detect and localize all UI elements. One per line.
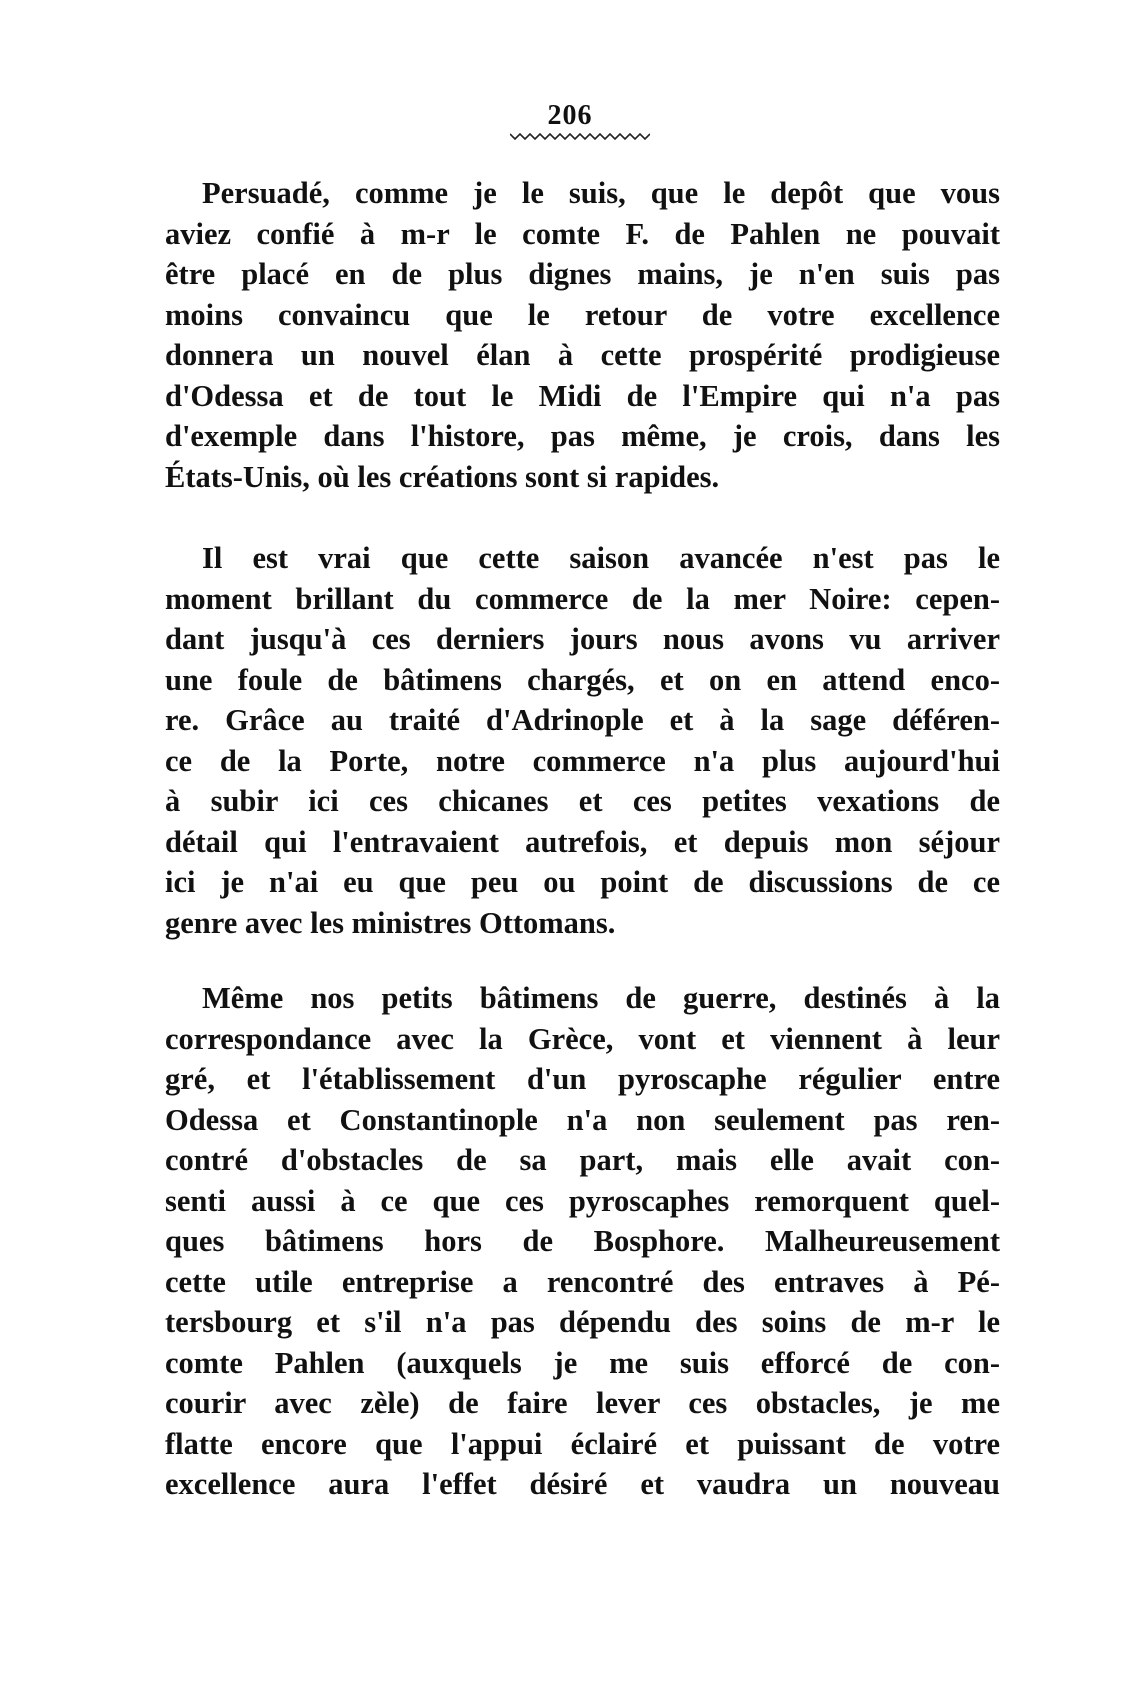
text-line: donnera un nouvel élan à cette prospérité prodigieuse bbox=[165, 338, 1000, 372]
text-line: excellence aura l'effet désiré et vaudra un nouveau bbox=[165, 1467, 1000, 1501]
text-line: ici je n'ai eu que peu ou point de discussions de ce bbox=[165, 865, 1000, 899]
text-line: courir avec zèle) de faire lever ces obstacles, je me bbox=[165, 1386, 1000, 1420]
page-number-ornament bbox=[510, 131, 650, 141]
text-line: d'Odessa et de tout le Midi de l'Empire qui n'a pas bbox=[165, 378, 1000, 413]
text-line: gré, et l'établissement d'un pyroscaphe régulier entre bbox=[165, 1062, 1000, 1096]
text-line: comte Pahlen (auxquels je me suis efforcé de con- bbox=[165, 1345, 1000, 1380]
paragraph-2 bbox=[165, 538, 1000, 943]
text-line: cette utile entreprise a rencontré des entraves à Pé- bbox=[165, 1264, 1000, 1299]
text-line: contré d'obstacles de sa part, mais elle avait con- bbox=[165, 1143, 1000, 1177]
text-line: dant jusqu'à ces derniers jours nous avons vu arriver bbox=[165, 622, 1000, 656]
text-line: genre avec les ministres Ottomans. bbox=[165, 905, 616, 940]
text-line: senti aussi à ce que ces pyroscaphes remorquent quel- bbox=[165, 1183, 1000, 1218]
page-number: 206 bbox=[547, 100, 593, 131]
text-line: tersbourg et s'il n'a pas dépendu des soins de m-r le bbox=[165, 1305, 1000, 1339]
paragraph-1 bbox=[165, 173, 1000, 497]
paragraph-3 bbox=[165, 978, 1000, 1505]
text-line: moins convaincu que le retour de votre excellence bbox=[165, 297, 1000, 332]
text-line: flatte encore que l'appui éclairé et puissant de votre bbox=[165, 1426, 1000, 1461]
text-line: ques bâtimens hors de Bosphore. Malheureusement bbox=[165, 1224, 1000, 1258]
text-line: aviez confié à m-r le comte F. de Pahlen ne pouvait bbox=[165, 216, 1000, 251]
text-line: correspondance avec la Grèce, vont et viennent à leur bbox=[165, 1021, 1000, 1056]
text-line: Même nos petits bâtimens de guerre, destinés à la bbox=[202, 981, 1000, 1015]
text-line: à subir ici ces chicanes et ces petites vexations de bbox=[165, 784, 1000, 818]
text-line: re. Grâce au traité d'Adrinople et à la sage déféren- bbox=[165, 703, 1000, 737]
text-line: une foule de bâtimens chargés, et on en attend enco- bbox=[165, 662, 1000, 697]
text-line: être placé en de plus dignes mains, je n'en suis pas bbox=[165, 257, 1000, 291]
text-line: Il est vrai que cette saison avancée n'est pas le bbox=[202, 541, 1000, 575]
text-line: moment brillant du commerce de la mer Noire: cepen- bbox=[165, 581, 1000, 616]
text-line: ce de la Porte, notre commerce n'a plus aujourd'hui bbox=[165, 743, 1000, 778]
text-line: d'exemple dans l'histore, pas même, je crois, dans les bbox=[165, 419, 1000, 453]
text-line: détail qui l'entravaient autrefois, et depuis mon séjour bbox=[165, 824, 1000, 859]
text-line: États-Unis, où les créations sont si rapides. bbox=[165, 459, 720, 494]
text-line: Odessa et Constantinople n'a non seulement pas ren- bbox=[165, 1102, 1000, 1137]
text-line: Persuadé, comme je le suis, que le depôt que vous bbox=[202, 176, 1000, 210]
